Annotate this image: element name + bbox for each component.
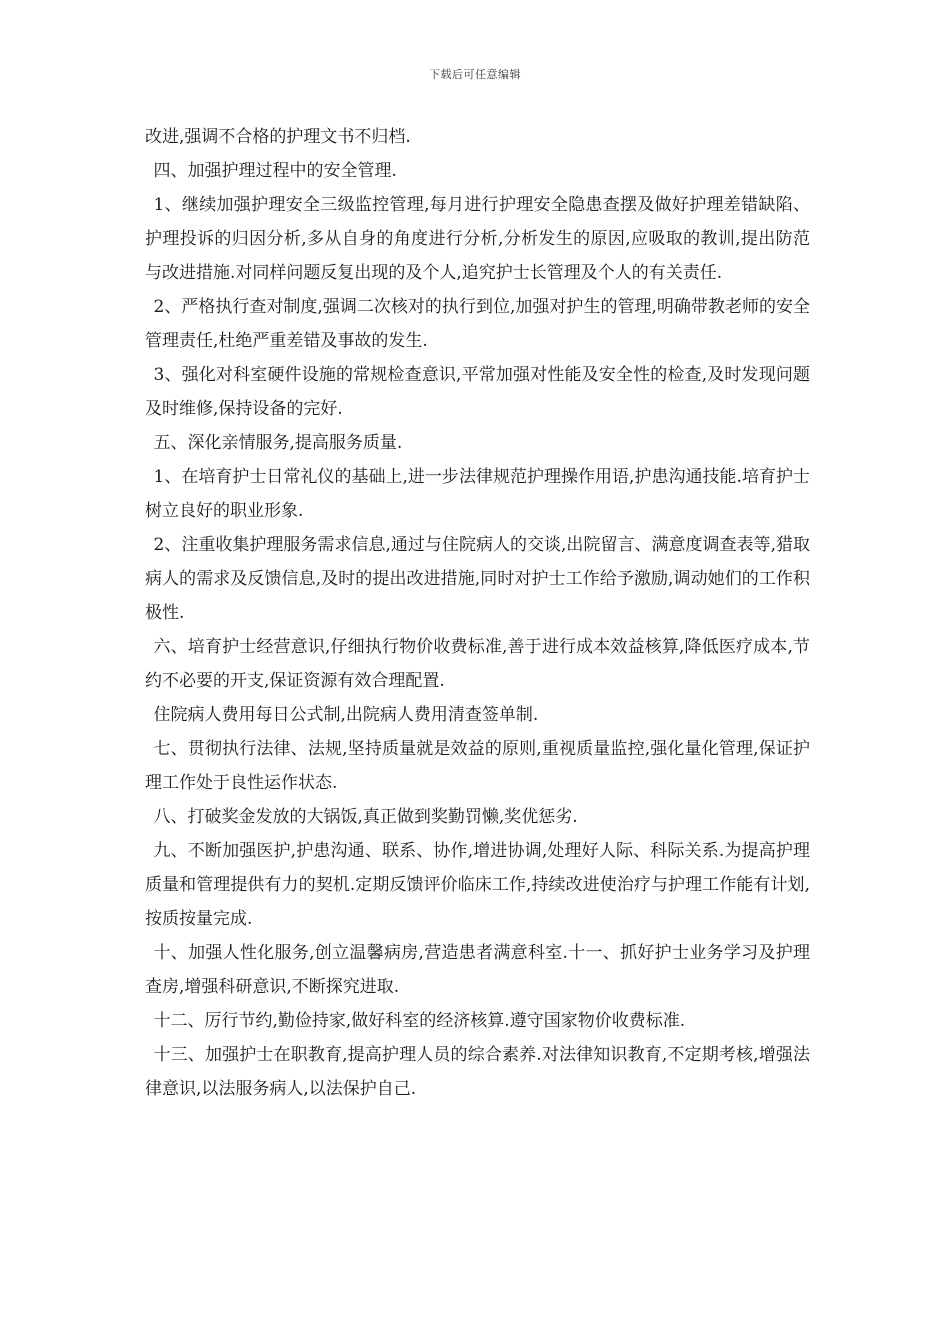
section-heading: 六、培育护士经营意识,仔细执行物价收费标准,善于进行成本效益核算,降低医疗成本,节约不必要的开支,保证资源有效合理配置. bbox=[145, 637, 810, 691]
section-heading: 八、打破奖金发放的大锅饭,真正做到奖勤罚懒,奖优惩劣. bbox=[153, 807, 578, 827]
section-heading: 四、加强护理过程中的安全管理. bbox=[153, 161, 397, 181]
page-header: 下载后可任意编辑 bbox=[429, 68, 521, 81]
paragraph: 3、强化对科室硬件设施的常规检查意识,平常加强对性能及安全性的检查,及时发现问题及时维修,保持设备的完好. bbox=[145, 365, 810, 419]
section-heading: 五、深化亲情服务,提高服务质量. bbox=[153, 433, 403, 453]
section-heading: 九、不断加强医护,护患沟通、联系、协作,增进协调,处理好人际、科际关系.为提高护理质量和管理提供有力的契机.定期反馈评价临床工作,持续改进使治疗与护理工作能有计划,按质按量完成. bbox=[145, 841, 810, 929]
section-heading: 十二、厉行节约,勤俭持家,做好科室的经济核算.遵守国家物价收费标准. bbox=[153, 1011, 686, 1031]
paragraph: 改进,强调不合格的护理文书不归档. bbox=[145, 127, 411, 147]
paragraph: 2、严格执行查对制度,强调二次核对的执行到位,加强对护生的管理,明确带教老师的安全管理责任,杜绝严重差错及事故的发生. bbox=[145, 297, 810, 351]
paragraph: 1、继续加强护理安全三级监控管理,每月进行护理安全隐患查摆及做好护理差错缺陷、护理投诉的归因分析,多从自身的角度进行分析,分析发生的原因,应吸取的教训,提出防范与改进措施.对同样问题反复出现的及个人,追究护士长管理及个人的有关责任. bbox=[145, 195, 810, 283]
document-body bbox=[145, 120, 810, 1106]
paragraph: 2、注重收集护理服务需求信息,通过与住院病人的交谈,出院留言、满意度调查表等,猎取病人的需求及反馈信息,及时的提出改进措施,同时对护士工作给予激励,调动她们的工作积极性. bbox=[145, 535, 810, 623]
section-heading: 十三、加强护士在职教育,提高护理人员的综合素养.对法律知识教育,不定期考核,增强法律意识,以法服务病人,以法保护自己. bbox=[145, 1045, 810, 1099]
paragraph: 1、在培育护士日常礼仪的基础上,进一步法律规范护理操作用语,护患沟通技能.培育护士树立良好的职业形象. bbox=[145, 467, 810, 521]
section-heading: 七、贯彻执行法律、法规,坚持质量就是效益的原则,重视质量监控,强化量化管理,保证护理工作处于良性运作状态. bbox=[145, 739, 810, 793]
section-heading: 十、加强人性化服务,创立温馨病房,营造患者满意科室.十一、抓好护士业务学习及护理查房,增强科研意识,不断探究进取. bbox=[145, 943, 810, 997]
paragraph: 住院病人费用每日公式制,出院病人费用清查签单制. bbox=[153, 705, 539, 725]
